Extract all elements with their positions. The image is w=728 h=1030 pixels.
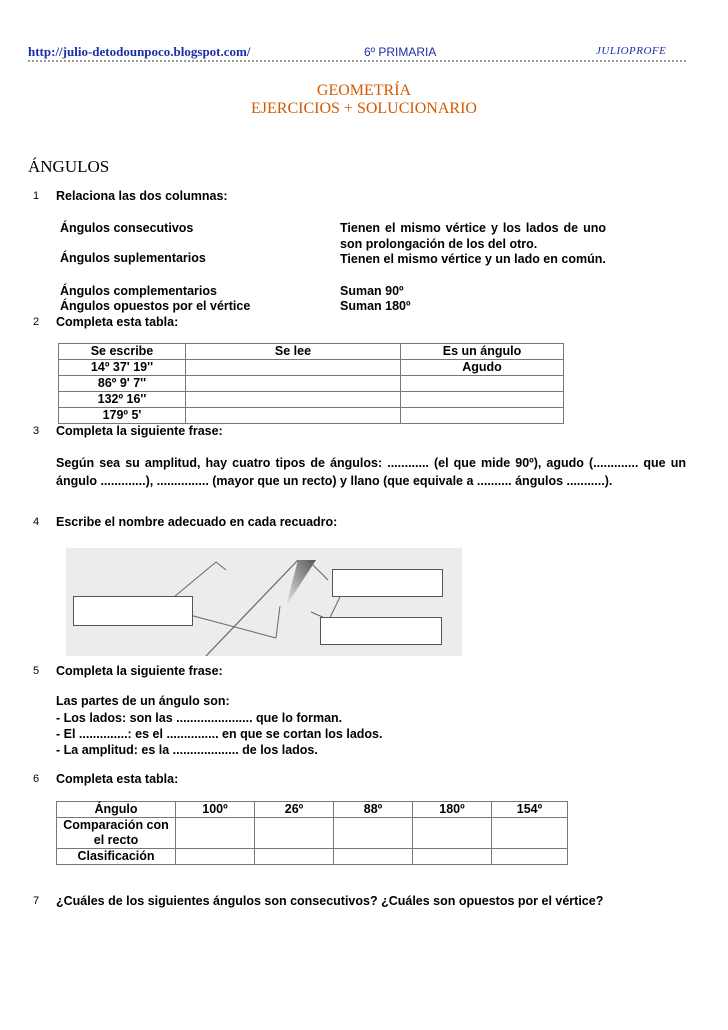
angle-reading-table [58, 343, 564, 424]
ex5-line-2: - Los lados: son las ...................... que lo forman. [56, 711, 343, 725]
table-cell-input[interactable] [186, 376, 401, 392]
table-cell-input[interactable] [492, 849, 568, 865]
table-cell-input[interactable] [492, 818, 568, 849]
answer-box-bottom-right[interactable] [320, 617, 442, 645]
answer-box-top-right[interactable] [332, 569, 443, 597]
header-url[interactable]: http://julio-detodounpoco.blogspot.com/ [28, 44, 251, 59]
table-cell-input[interactable] [401, 376, 564, 392]
exercise-4-number: 4 [33, 516, 40, 528]
table-cell: 14º 37' 19'' [59, 360, 186, 376]
table-cell-input[interactable] [401, 408, 564, 424]
ex1-left-3: Ángulos complementarios [60, 284, 217, 298]
table-cell-input[interactable] [413, 849, 492, 865]
angle-classification-table [56, 801, 568, 865]
table-cell-input[interactable] [255, 849, 334, 865]
ex1-right-2: Tienen el mismo vértice y un lado en común. [340, 252, 606, 266]
section-heading: ÁNGULOS [28, 157, 110, 176]
exercise-6-number: 6 [33, 773, 40, 785]
ex1-right-1: Tienen el mismo vértice y los lados de uno son prolongación de los del otro. [340, 221, 606, 251]
exercise-5-number: 5 [33, 665, 40, 677]
exercise-6-prompt: Completa esta tabla: [56, 772, 179, 786]
table-header: Es un ángulo [401, 344, 564, 360]
answer-box-left[interactable] [73, 596, 193, 626]
table-row-label: Clasificación [57, 849, 176, 865]
table-cell: Agudo [401, 360, 564, 376]
exercise-1-number: 1 [33, 190, 40, 202]
exercise-3-text: Según sea su amplitud, hay cuatro tipos de ángulos: ............ (el que mide 90º), agudo (............. que un ángulo .............), ............... (mayor que un recto) y llano (que equivale a .......... ángulos ...........). [56, 456, 686, 488]
header-grade: 6º PRIMARIA [364, 45, 437, 59]
table-header: 180º [413, 802, 492, 818]
table-cell: 86º 9' 7'' [59, 376, 186, 392]
table-cell-input[interactable] [334, 818, 413, 849]
table-cell: 132º 16'' [59, 392, 186, 408]
exercise-2-prompt: Completa esta tabla: [56, 315, 179, 329]
table-cell-input[interactable] [176, 849, 255, 865]
table-cell-input[interactable] [186, 392, 401, 408]
table-header: 88º [334, 802, 413, 818]
ex5-line-1: Las partes de un ángulo son: [56, 694, 230, 708]
exercise-3-number: 3 [33, 425, 40, 437]
exercise-2-number: 2 [33, 316, 40, 328]
table-cell-input[interactable] [186, 408, 401, 424]
table-cell-input[interactable] [186, 360, 401, 376]
table-cell-input[interactable] [401, 392, 564, 408]
table-header: 26º [255, 802, 334, 818]
header-author: JULIOPROFE [596, 45, 667, 57]
table-cell: 179º 5' [59, 408, 186, 424]
page-title: GEOMETRÍA [316, 82, 412, 99]
table-row-label: Comparación con el recto [57, 818, 176, 849]
table-cell-input[interactable] [176, 818, 255, 849]
ex1-left-4: Ángulos opuestos por el vértice [60, 299, 251, 313]
exercise-3-prompt: Completa la siguiente frase: [56, 424, 223, 438]
table-header: 154º [492, 802, 568, 818]
page-subtitle: EJERCICIOS + SOLUCIONARIO [251, 100, 477, 117]
exercise-5-prompt: Completa la siguiente frase: [56, 664, 223, 678]
table-header: Ángulo [57, 802, 176, 818]
ex5-line-4: - La amplitud: es la ................... de los lados. [56, 743, 318, 757]
table-header: Se lee [186, 344, 401, 360]
exercise-7-prompt: ¿Cuáles de los siguientes ángulos son consecutivos? ¿Cuáles son opuestos por el vértice? [56, 894, 604, 908]
table-cell-input[interactable] [334, 849, 413, 865]
table-header: Se escribe [59, 344, 186, 360]
ex1-right-3: Suman 90º [340, 284, 404, 298]
table-header: 100º [176, 802, 255, 818]
table-cell-input[interactable] [413, 818, 492, 849]
header-divider [28, 60, 686, 62]
ex5-line-3: - El ..............: es el ............... en que se cortan los lados. [56, 727, 383, 741]
ex1-left-2: Ángulos suplementarios [60, 251, 206, 265]
exercise-1-prompt: Relaciona las dos columnas: [56, 189, 228, 203]
table-cell-input[interactable] [255, 818, 334, 849]
exercise-7-number: 7 [33, 895, 40, 907]
ex1-left-1: Ángulos consecutivos [60, 221, 194, 235]
exercise-4-prompt: Escribe el nombre adecuado en cada recuadro: [56, 515, 338, 529]
ex1-right-4: Suman 180º [340, 299, 411, 313]
